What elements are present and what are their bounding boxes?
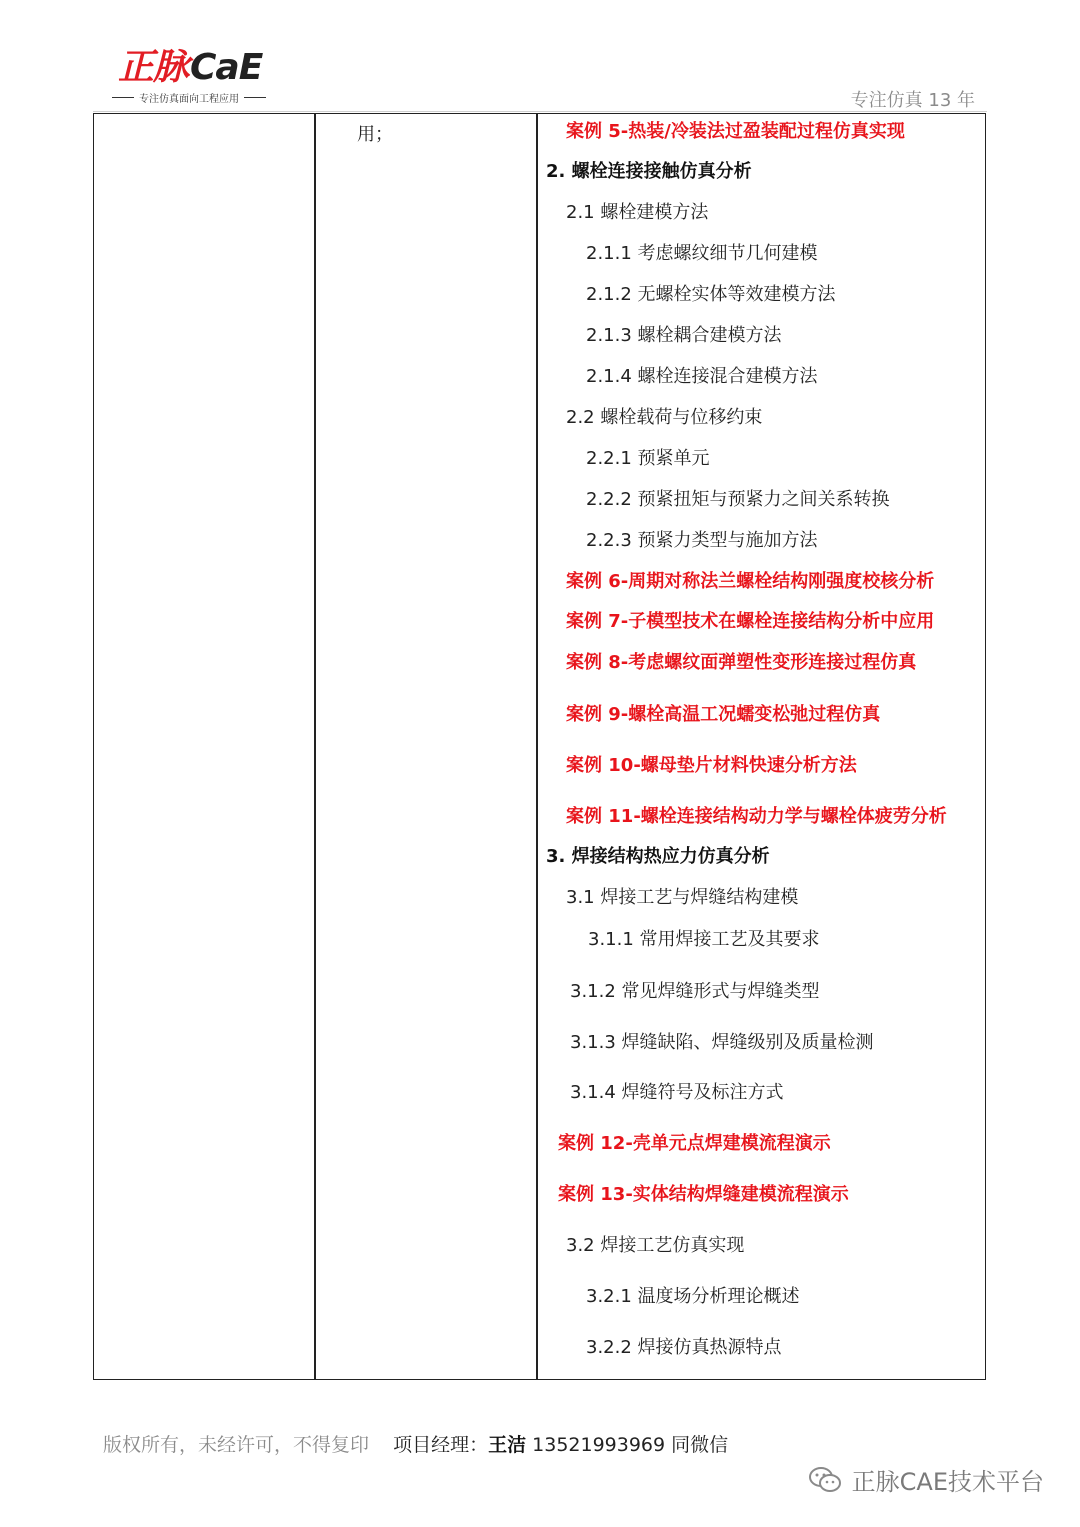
- outline-item: 2.1 螺栓建模方法: [566, 202, 709, 223]
- outline-item: 3.1.4 焊缝符号及标注方式: [570, 1082, 784, 1103]
- case-study-line: 案例 11-螺栓连接结构动力学与螺栓体疲劳分析: [566, 806, 947, 827]
- project-manager-name: 王洁: [488, 1434, 527, 1456]
- content-table: [93, 113, 986, 1380]
- case-study-line: 案例 12-壳单元点焊建模流程演示: [558, 1133, 831, 1154]
- table-column-divider-1: [314, 113, 316, 1380]
- case-study-line: 案例 7-子模型技术在螺栓连接结构分析中应用: [566, 611, 935, 632]
- middle-cell-text: 用；: [357, 124, 393, 145]
- case-study-line: 案例 13-实体结构焊缝建模流程演示: [558, 1184, 849, 1205]
- contact-phone: 13521993969 同微信: [532, 1434, 729, 1456]
- section-heading: 2. 螺栓连接接触仿真分析: [546, 161, 752, 182]
- case-study-line: 案例 5-热装/冷装法过盈装配过程仿真实现: [566, 121, 905, 142]
- outline-item: 3.2.1 温度场分析理论概述: [586, 1286, 800, 1307]
- tagline-left-rule: [112, 97, 134, 99]
- wechat-icon: [808, 1465, 842, 1495]
- section-heading: 3. 焊接结构热应力仿真分析: [546, 846, 770, 867]
- company-logo: [112, 46, 302, 110]
- outline-item: 2.1.4 螺栓连接混合建模方法: [586, 366, 818, 387]
- watermark-text: 正脉CAE技术平台: [851, 1468, 1044, 1496]
- case-study-line: 案例 8-考虑螺纹面弹塑性变形连接过程仿真: [566, 652, 917, 673]
- outline-item: 3.1.2 常见焊缝形式与焊缝类型: [570, 981, 820, 1002]
- tagline-right-rule: [244, 97, 266, 99]
- logo-chinese-name: 正脉: [118, 47, 189, 88]
- outline-item: 3.1.3 焊缝缺陷、焊缝级别及质量检测: [570, 1032, 874, 1053]
- project-manager-label: 项目经理：: [393, 1434, 489, 1456]
- logo-english-name: CaE: [190, 47, 263, 88]
- outline-item: 2.1.1 考虑螺纹细节几何建模: [586, 243, 818, 264]
- outline-item: 2.2.1 预紧单元: [586, 448, 710, 469]
- outline-item: 3.1 焊接工艺与焊缝结构建模: [566, 887, 799, 908]
- outline-item: 3.2 焊接工艺仿真实现: [566, 1235, 745, 1256]
- page-footer: [103, 1430, 728, 1457]
- case-study-line: 案例 9-螺栓高温工况蠕变松弛过程仿真: [566, 704, 881, 725]
- header-divider: [93, 111, 987, 112]
- outline-item: 3.2.2 焊接仿真热源特点: [586, 1337, 782, 1358]
- outline-item: 2.2.2 预紧扭矩与预紧力之间关系转换: [586, 489, 890, 510]
- case-study-line: 案例 10-螺母垫片材料快速分析方法: [566, 755, 857, 776]
- platform-watermark: [808, 1462, 1044, 1497]
- outline-item: 2.2 螺栓载荷与位移约束: [566, 407, 763, 428]
- outline-item: 3.1.1 常用焊接工艺及其要求: [588, 929, 820, 950]
- outline-item: 2.1.2 无螺栓实体等效建模方法: [586, 284, 836, 305]
- outline-item: 2.1.3 螺栓耦合建模方法: [586, 325, 782, 346]
- case-study-line: 案例 6-周期对称法兰螺栓结构刚强度校核分析: [566, 571, 935, 592]
- copyright-notice: 版权所有，未经许可，不得复印: [103, 1434, 370, 1456]
- outline-item: 2.2.3 预紧力类型与施加方法: [586, 530, 818, 551]
- logo-tagline: 专注仿真面向工程应用: [139, 94, 239, 105]
- header-slogan: 专注仿真 13 年: [850, 90, 975, 111]
- logo-wordmark: [118, 48, 262, 88]
- logo-tagline-row: [112, 90, 292, 105]
- table-column-divider-2: [536, 113, 538, 1380]
